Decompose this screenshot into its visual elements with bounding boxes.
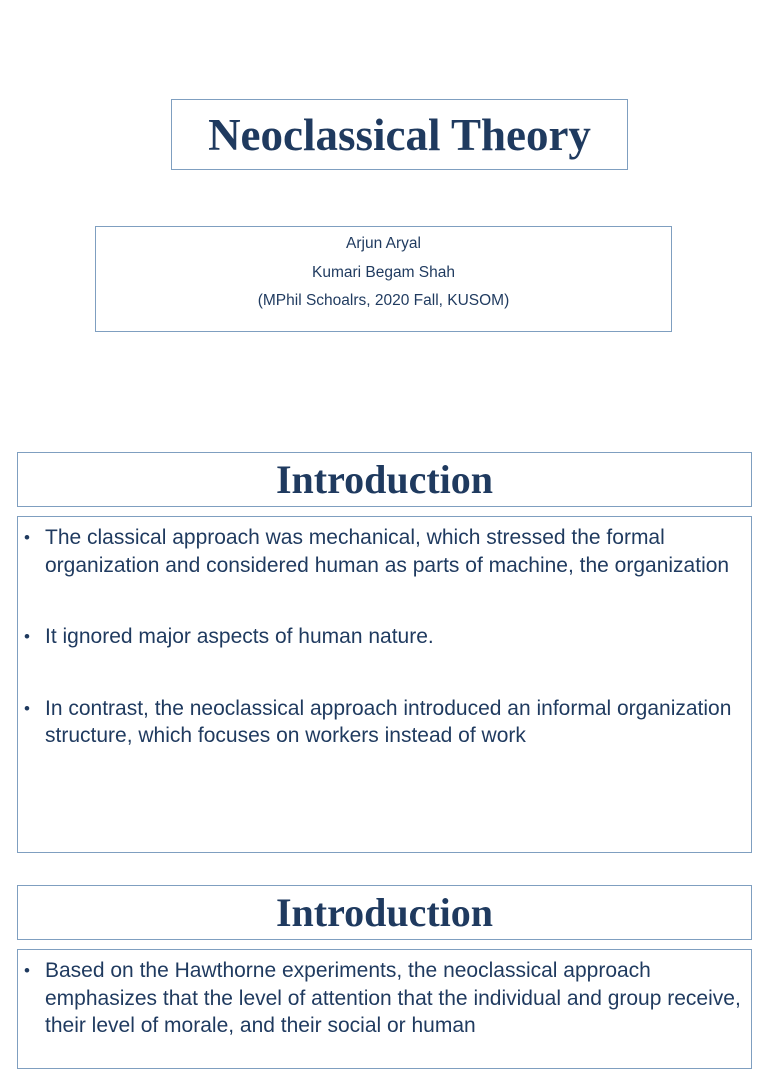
bullet-item: • It ignored major aspects of human nature. [45,623,741,651]
author-name: Kumari Begam Shah [311,263,456,281]
slide2-heading-box [17,452,752,507]
bullet-item: • The classical approach was mechanical, which stressed the formal organization and considered human as parts of machine, the organization [45,524,741,579]
title-box [171,99,628,170]
bullet-item: • Based on the Hawthorne experiments, the neoclassical approach emphasizes that the level of attention that the individual and group receive, their level of morale, and their social or human [45,957,741,1040]
slide2-heading: Introduction [275,457,494,502]
bullet-item: • In contrast, the neoclassical approach introduced an informal organization structure, which focuses on workers instead of work [45,695,741,750]
authors-box [95,226,672,332]
author-name: Arjun Aryal [346,235,421,252]
author-affiliation: (MPhil Schoalrs, 2020 Fall, KUSOM) [257,292,510,309]
page-title: Neoclassical Theory [208,109,591,160]
slide3-content-box [17,949,752,1069]
slide3-heading: Introduction [275,890,494,935]
slide3-heading-box [17,885,752,940]
slide2-content-box [17,516,752,853]
